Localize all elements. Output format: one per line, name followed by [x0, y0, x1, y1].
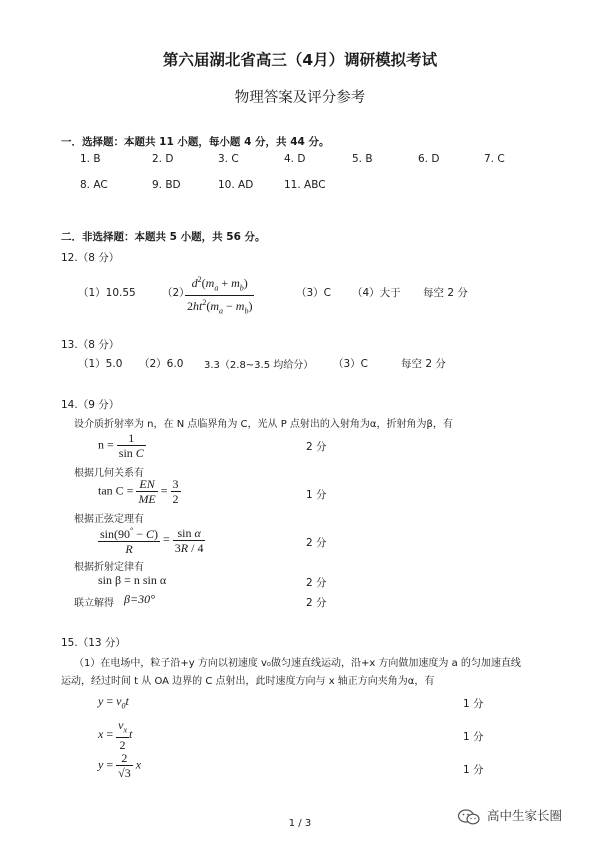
q14-geo-text: 根据几何关系有: [74, 468, 144, 479]
q12-score: 每空 2 分: [423, 287, 468, 299]
q13-label: 13.（8 分）: [61, 339, 120, 351]
q12-answer-3: （3）C: [296, 287, 332, 299]
q15-eq-x: x = $\frac{v_x}{2}$ t: [98, 718, 133, 753]
answer-item: 7. C: [484, 153, 505, 165]
answer-item: 2. D: [152, 153, 174, 165]
q14-eq-sinb: sin β = n sin α: [98, 573, 167, 587]
section-1-heading: 一．选择题：本题共 11 小题，每小题 4 分，共 44 分。: [61, 136, 330, 148]
q15-line-2: 运动，经过时间 t 从 OA 边界的 C 点射出，此时速度方向与 x 轴正方向夹角为α，有: [61, 676, 435, 687]
page-number: 1 / 3: [288, 818, 312, 829]
q14-eq-sine-law: $\frac{\sin(90^\circ - C)}{R}$ = $\frac{\text{sin α}}{3R / 4}$: [100, 525, 204, 556]
q15-score-3: 1 分: [463, 764, 484, 776]
q13-score: 每空 2 分: [401, 358, 446, 370]
watermark-text: 高中生家长圈: [487, 808, 563, 823]
q14-refr-text: 根据折射定律有: [74, 562, 144, 573]
answer-item: 10. AD: [218, 179, 254, 191]
section-2-heading: 二．非选择题：本题共 5 小题，共 56 分。: [61, 231, 266, 243]
q14-score-4: 2 分: [306, 577, 327, 589]
wechat-icon: [457, 809, 481, 825]
answer-item: 8. AC: [80, 179, 108, 191]
q14-intro: 设介质折射率为 n，在 N 点临界角为 C，光从 P 点射出的入射角为α，折射角为β，有: [74, 419, 453, 430]
q15-eq-y: $y = v_0t$: [98, 694, 129, 711]
q14-eq-beta: β=30°: [124, 592, 155, 606]
q13-answer-2b: 3.3（2.8~3.5 均给分）: [204, 360, 314, 371]
answer-item: 9. BD: [152, 179, 181, 191]
q14-score-3: 2 分: [306, 537, 327, 549]
q15-score-2: 1 分: [463, 731, 484, 743]
q15-label: 15.（13 分）: [61, 637, 126, 649]
q15-eq-y2: y = $\frac{2}{√3}$ x: [98, 751, 142, 780]
q14-eq-tan-lhs: tan C =: [98, 483, 134, 498]
q14-label: 14.（9 分）: [61, 399, 120, 411]
q14-eq-n: n = $\frac{1}{\text{sin C}}$: [98, 431, 144, 460]
page-title: 第六届湖北省高三（4月）调研模拟考试: [162, 51, 438, 69]
answer-item: 6. D: [418, 153, 440, 165]
q12-formula: $\frac{d^2(m_a + m_b)}{2ht^2(m_a - m_b)}$: [187, 275, 253, 316]
answer-item: 5. B: [352, 153, 373, 165]
page-subtitle: 物理答案及评分参考: [234, 90, 366, 106]
answer-item: 3. C: [218, 153, 239, 165]
answer-item: 4. D: [284, 153, 306, 165]
q14-score-1: 2 分: [306, 441, 327, 453]
q15-score-1: 1 分: [463, 698, 484, 710]
answer-item: 1. B: [80, 153, 101, 165]
q13-answer-3: （3）C: [333, 358, 369, 370]
q15-line-1: （1）在电场中，粒子沿+y 方向以初速度 v₀做匀速直线运动，沿+x 方向做加速度为 a 的匀加速直线: [74, 658, 521, 669]
q14-score-5: 2 分: [306, 597, 327, 609]
q14-solve-text: 联立解得: [74, 598, 114, 609]
answer-item: 11. ABC: [284, 179, 326, 191]
q14-eq-tan: tan C = $\frac{EN}{ME}$ = $\frac{3}{2}$: [98, 477, 179, 506]
q14-score-2: 1 分: [306, 489, 327, 501]
q12-answer-1: （1）10.55: [78, 287, 136, 299]
q12-label: 12.（8 分）: [61, 252, 120, 264]
q13-answer-2: （2）6.0: [139, 358, 184, 370]
q13-answer-1: （1）5.0: [78, 358, 123, 370]
q12-answer-2-label: （2）: [162, 287, 190, 299]
q12-answer-4: （4）大于: [352, 287, 401, 299]
q14-sine-text: 根据正弦定理有: [74, 514, 144, 525]
q14-eq-n-lhs: n =: [98, 437, 114, 452]
watermark: [457, 806, 562, 825]
